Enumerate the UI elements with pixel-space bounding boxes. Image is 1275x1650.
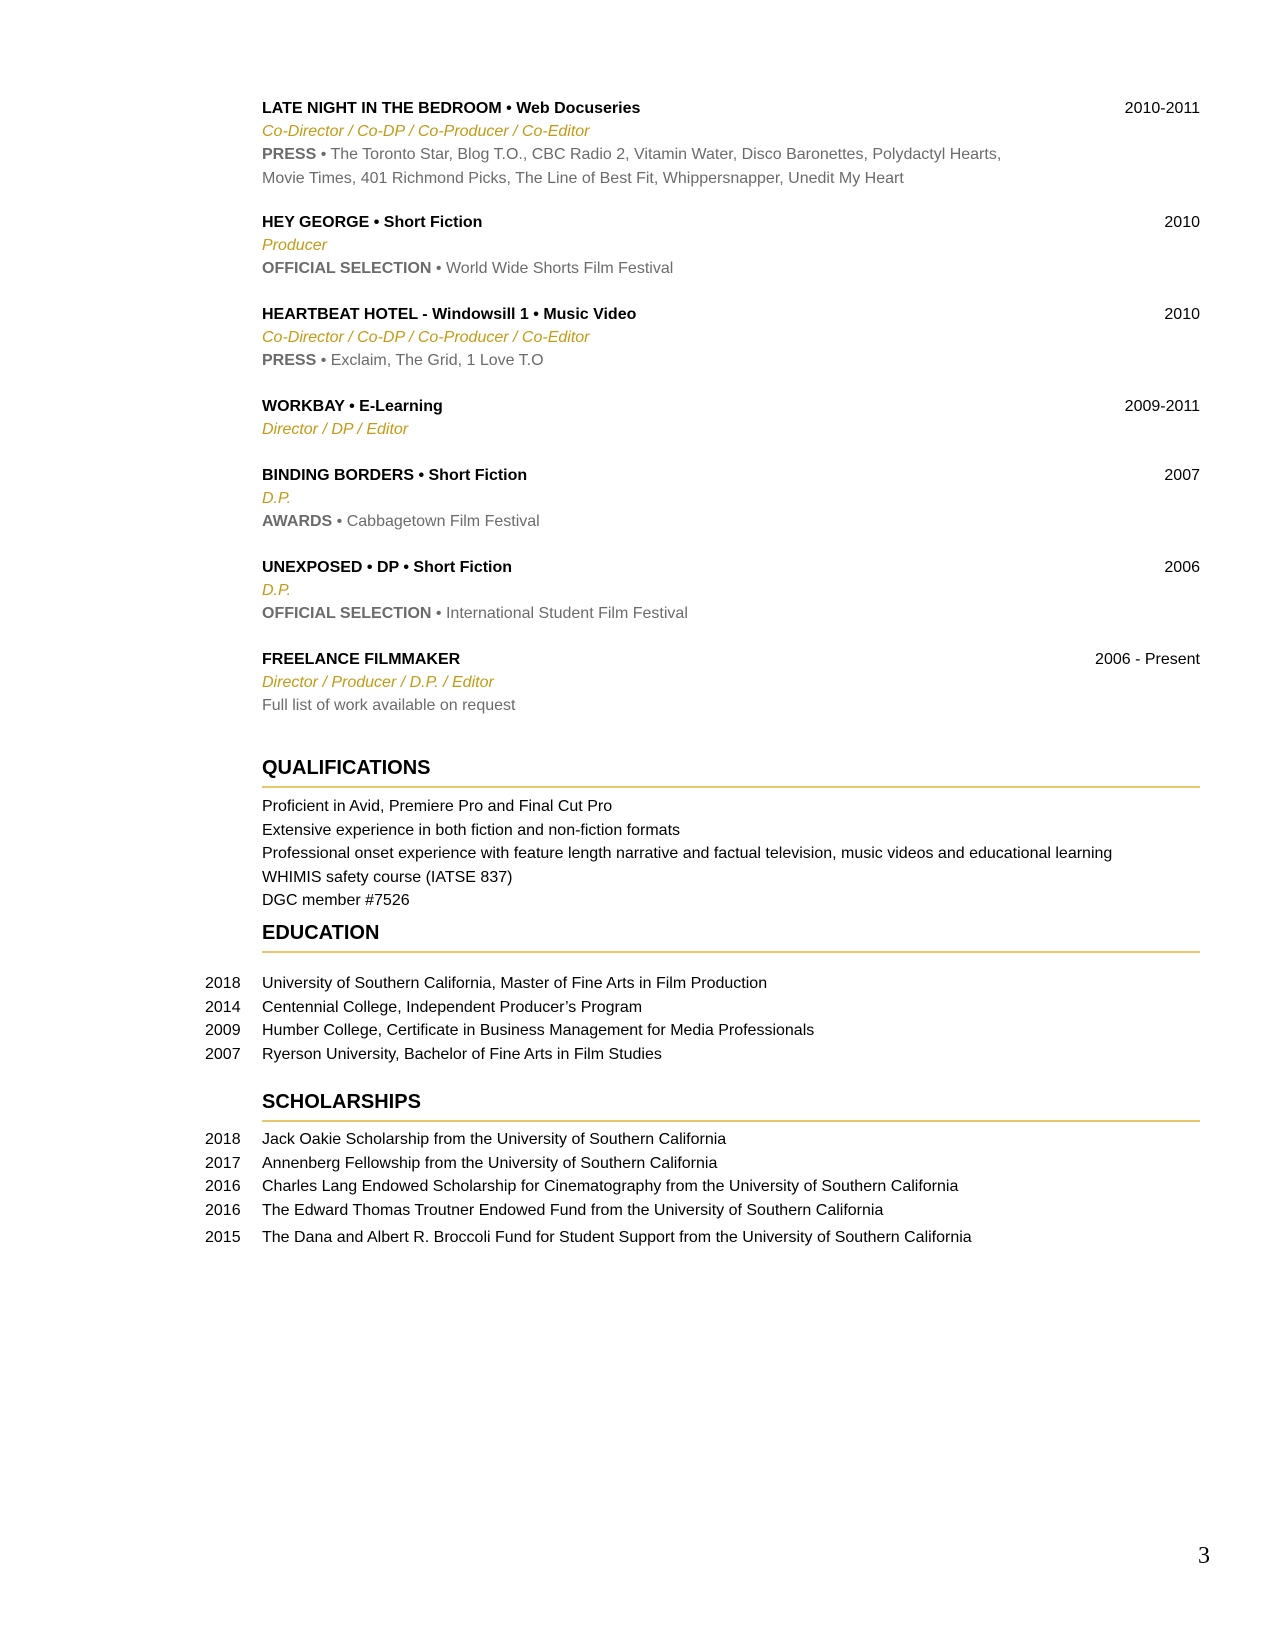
item-year: 2016 (205, 1201, 241, 1219)
entry-title: HEARTBEAT HOTEL - Windowsill 1 • Music Video (262, 306, 637, 323)
entry-years: 2010 (1164, 214, 1200, 231)
note-label: OFFICIAL SELECTION (262, 260, 432, 277)
entry-role: Director / DP / Editor (262, 421, 409, 438)
item-year: 2018 (205, 1131, 241, 1148)
experience-entry (262, 303, 1200, 373)
list-item (205, 972, 1200, 996)
note-label: PRESS (262, 352, 317, 369)
note-label: OFFICIAL SELECTION (262, 605, 432, 622)
note-label: PRESS (262, 146, 317, 163)
list-item (205, 1226, 1200, 1250)
item-text: Centennial College, Independent Producer’s Program (262, 998, 643, 1016)
entry-years: 2010 (1164, 306, 1200, 323)
list-item: Extensive experience in both fiction and non-fiction formats (262, 821, 681, 839)
entry-role: Director / Producer / D.P. / Editor (262, 674, 494, 691)
entry-note (262, 143, 1032, 191)
experience-entry (262, 556, 1200, 626)
page-number: 3 (1198, 1543, 1210, 1569)
item-text: Charles Lang Endowed Scholarship for Cinematography from the University of Southern California (262, 1178, 959, 1195)
item-text: Ryerson University, Bachelor of Fine Arts in Film Studies (262, 1045, 662, 1063)
experience-entry (262, 97, 1200, 191)
item-text: The Dana and Albert R. Broccoli Fund for Student Support from the University of Southern California (262, 1229, 972, 1246)
entry-role: Producer (262, 237, 327, 254)
experience-entry (262, 395, 1200, 441)
item-year: 2018 (205, 975, 241, 992)
note-label: AWARDS (262, 513, 333, 530)
list-item: WHIMIS safety course (IATSE 837) (262, 868, 513, 886)
list-item (205, 1019, 1200, 1043)
qualifications-heading: QUALIFICATIONS (262, 756, 1200, 788)
entry-role: Co-Director / Co-DP / Co-Producer / Co-Editor (262, 329, 590, 346)
entry-years: 2006 (1164, 559, 1200, 576)
entry-title: FREELANCE FILMMAKER (262, 651, 461, 668)
experience-entry (262, 464, 1200, 534)
list-item (205, 1128, 1200, 1152)
entry-title: HEY GEORGE • Short Fiction (262, 214, 483, 231)
entry-role: Co-Director / Co-DP / Co-Producer / Co-Editor (262, 123, 590, 140)
item-year: 2007 (205, 1045, 241, 1063)
note-text: • World Wide Shorts Film Festival (431, 260, 674, 277)
item-year: 2016 (205, 1178, 241, 1195)
item-text: University of Southern California, Master of Fine Arts in Film Production (262, 975, 768, 992)
entry-title: WORKBAY • E-Learning (262, 398, 443, 415)
entry-note (262, 349, 1200, 373)
list-item (205, 1043, 1200, 1067)
entry-note (262, 602, 1200, 626)
item-year: 2014 (205, 998, 241, 1016)
list-item: Proficient in Avid, Premiere Pro and Final Cut Pro (262, 798, 613, 815)
item-text: Jack Oakie Scholarship from the University of Southern California (262, 1131, 727, 1148)
entry-note (262, 510, 1200, 534)
entry-title: UNEXPOSED • DP • Short Fiction (262, 559, 513, 576)
entry-years: 2010-2011 (1124, 100, 1200, 117)
entry-role: D.P. (262, 490, 292, 507)
qualifications-list (262, 795, 1200, 913)
entry-years: 2007 (1164, 467, 1200, 484)
item-year: 2017 (205, 1154, 241, 1172)
entry-note: Full list of work available on request (262, 697, 516, 714)
entry-years: 2006 - Present (1095, 651, 1200, 668)
note-text: • Exclaim, The Grid, 1 Love T.O (316, 352, 544, 369)
entry-title: BINDING BORDERS • Short Fiction (262, 467, 528, 484)
list-item (205, 996, 1200, 1020)
entry-role: D.P. (262, 582, 292, 599)
item-text: Humber College, Certificate in Business Management for Media Professionals (262, 1022, 815, 1039)
entry-note (262, 257, 1200, 281)
entry-years: 2009-2011 (1124, 398, 1200, 415)
list-item (205, 1152, 1200, 1176)
education-heading: EDUCATION (262, 921, 1200, 953)
item-text: The Edward Thomas Troutner Endowed Fund from the University of Southern California (262, 1201, 884, 1219)
education-list (205, 972, 1200, 1066)
scholarships-list (205, 1128, 1200, 1250)
list-item: DGC member #7526 (262, 892, 410, 909)
experience-entry (262, 648, 1200, 718)
note-text: • Cabbagetown Film Festival (332, 513, 540, 530)
list-item: Professional onset experience with feature length narrative and factual television, music videos and educational learning (262, 845, 1113, 862)
item-year: 2015 (205, 1229, 241, 1246)
item-year: 2009 (205, 1022, 241, 1039)
entry-title: LATE NIGHT IN THE BEDROOM • Web Docuseries (262, 100, 641, 117)
note-text: • The Toronto Star, Blog T.O., CBC Radio 2, Vitamin Water, Disco Baronettes, Polydactyl Hearts, Movie Times, 401 Richmond Picks, The Line of Best Fit, Whippersnapper, Unedit My Heart (262, 146, 1002, 187)
list-item (205, 1199, 1200, 1223)
list-item (205, 1175, 1200, 1199)
experience-entry (262, 211, 1200, 281)
item-text: Annenberg Fellowship from the University of Southern California (262, 1154, 718, 1172)
note-text: • International Student Film Festival (431, 605, 688, 622)
scholarships-heading: SCHOLARSHIPS (262, 1090, 1200, 1122)
